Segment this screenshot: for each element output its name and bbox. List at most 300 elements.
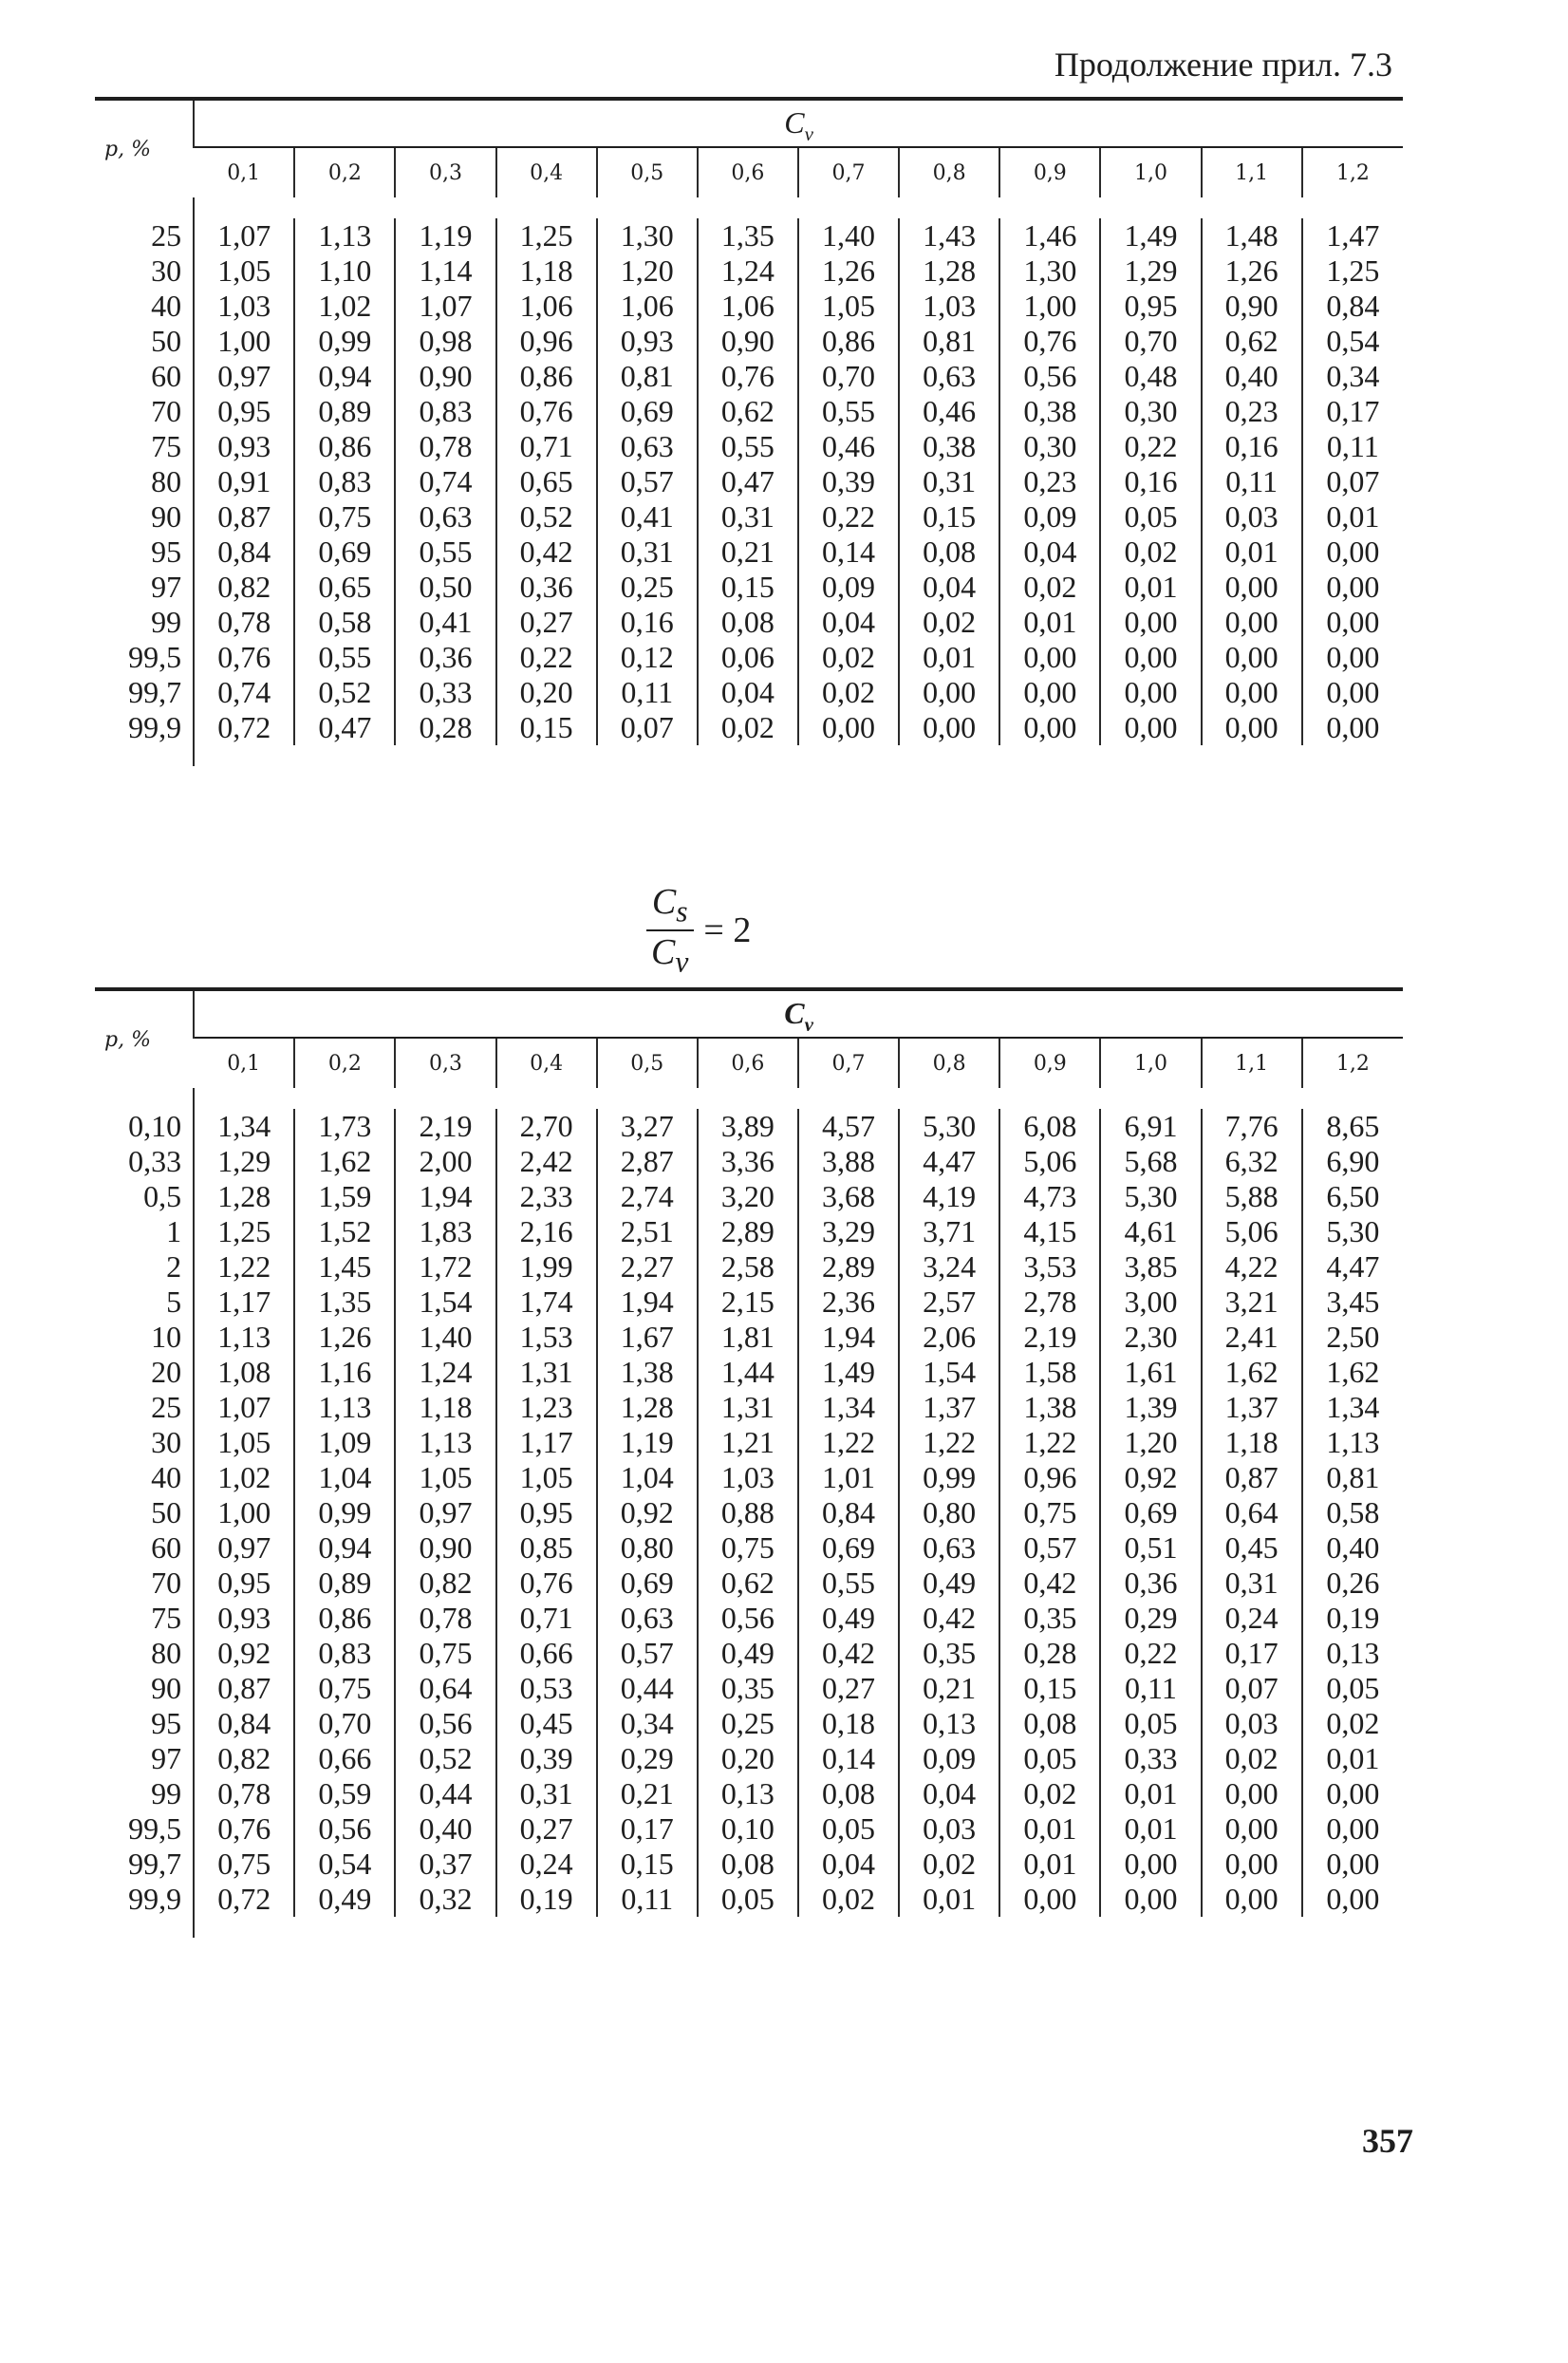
value-cell: 0,74 (194, 675, 294, 710)
column-header: 0,2 (294, 1038, 395, 1088)
page-header: Продолжение прил. 7.3 (1054, 46, 1392, 84)
value-cell: 0,00 (1100, 640, 1201, 675)
value-cell: 0,21 (899, 1671, 999, 1706)
column-header: 0,8 (899, 147, 999, 197)
probability-cell: 1 (166, 1214, 182, 1248)
value-cell: 1,00 (999, 289, 1100, 324)
table-row (95, 218, 1403, 253)
value-cell: 0,00 (1202, 640, 1302, 675)
value-cell: 0,95 (496, 1495, 597, 1530)
table-row (95, 499, 1403, 534)
value-cell: 3,53 (999, 1249, 1100, 1285)
value-cell: 0,16 (1100, 464, 1201, 499)
value-cell: 2,41 (1202, 1320, 1302, 1355)
value-cell: 1,18 (395, 1390, 495, 1425)
column-header-row (95, 147, 1403, 197)
value-cell: 0,55 (698, 429, 798, 464)
value-cell: 0,06 (698, 640, 798, 675)
probability-cell: 30 (151, 253, 182, 288)
value-cell: 1,02 (294, 289, 395, 324)
value-cell: 1,06 (496, 289, 597, 324)
value-cell: 0,83 (395, 394, 495, 429)
value-cell: 3,21 (1202, 1285, 1302, 1320)
value-cell: 0,84 (194, 534, 294, 570)
value-cell: 0,15 (597, 1847, 698, 1882)
value-cell: 0,97 (194, 1530, 294, 1566)
table-row (95, 289, 1403, 324)
value-cell: 0,89 (294, 1566, 395, 1601)
value-cell: 0,56 (294, 1811, 395, 1847)
value-cell: 0,44 (395, 1776, 495, 1811)
value-cell: 0,81 (597, 359, 698, 394)
value-cell: 1,72 (395, 1249, 495, 1285)
value-cell: 7,76 (1202, 1109, 1302, 1144)
value-cell: 1,26 (294, 1320, 395, 1355)
value-cell: 1,35 (294, 1285, 395, 1320)
value-cell: 0,11 (1100, 1671, 1201, 1706)
value-cell: 1,03 (194, 289, 294, 324)
value-cell: 0,40 (1302, 1530, 1403, 1566)
value-cell: 0,39 (798, 464, 899, 499)
value-cell: 0,50 (395, 570, 495, 605)
table-cs-cv-2 (95, 987, 1403, 1938)
table-row (95, 429, 1403, 464)
value-cell: 0,71 (496, 429, 597, 464)
value-cell: 1,35 (698, 218, 798, 253)
table-row (95, 1285, 1403, 1320)
value-cell: 1,07 (194, 218, 294, 253)
value-cell: 0,63 (899, 1530, 999, 1566)
table-row (95, 1179, 1403, 1214)
probability-cell: 90 (151, 1671, 182, 1705)
probability-cell: 5 (166, 1285, 182, 1319)
value-cell: 1,29 (1100, 253, 1201, 289)
value-cell: 0,76 (194, 1811, 294, 1847)
value-cell: 0,87 (194, 499, 294, 534)
value-cell: 3,20 (698, 1179, 798, 1214)
value-cell: 0,29 (1100, 1601, 1201, 1636)
value-cell: 1,67 (597, 1320, 698, 1355)
value-cell: 0,90 (395, 359, 495, 394)
table-row (95, 1882, 1403, 1917)
value-cell: 5,68 (1100, 1144, 1201, 1179)
value-cell: 0,78 (194, 1776, 294, 1811)
column-header: 0,1 (194, 1038, 294, 1088)
value-cell: 1,94 (597, 1285, 698, 1320)
value-cell: 0,31 (496, 1776, 597, 1811)
value-cell: 1,31 (496, 1355, 597, 1390)
table-row (95, 1495, 1403, 1530)
value-cell: 0,22 (1100, 1636, 1201, 1671)
value-cell: 0,17 (1202, 1636, 1302, 1671)
value-cell: 0,26 (1302, 1566, 1403, 1601)
value-cell: 0,09 (798, 570, 899, 605)
probability-cell: 97 (151, 1741, 182, 1775)
value-cell: 0,72 (194, 1882, 294, 1917)
value-cell: 0,65 (294, 570, 395, 605)
value-cell: 0,24 (1202, 1601, 1302, 1636)
value-cell: 1,94 (395, 1179, 495, 1214)
value-cell: 4,73 (999, 1179, 1100, 1214)
value-cell: 0,21 (698, 534, 798, 570)
value-cell: 0,92 (1100, 1460, 1201, 1495)
table-row (95, 394, 1403, 429)
value-cell: 0,94 (294, 1530, 395, 1566)
value-cell: 0,42 (798, 1636, 899, 1671)
value-cell: 0,46 (899, 394, 999, 429)
value-cell: 1,14 (395, 253, 495, 289)
value-cell: 1,26 (798, 253, 899, 289)
value-cell: 0,99 (899, 1460, 999, 1495)
value-cell: 3,36 (698, 1144, 798, 1179)
value-cell: 1,46 (999, 218, 1100, 253)
value-cell: 0,00 (1202, 1811, 1302, 1847)
value-cell: 2,16 (496, 1214, 597, 1249)
column-header: 1,1 (1202, 1038, 1302, 1088)
ratio-numerator: $C_s$ (646, 881, 694, 931)
table-row (95, 1355, 1403, 1390)
value-cell: 1,62 (1202, 1355, 1302, 1390)
table-row (95, 1109, 1403, 1144)
value-cell: 0,57 (597, 1636, 698, 1671)
value-cell: 0,08 (999, 1706, 1100, 1741)
value-cell: 1,05 (496, 1460, 597, 1495)
probability-cell: 80 (151, 464, 182, 498)
value-cell: 0,38 (999, 394, 1100, 429)
value-cell: 1,31 (698, 1390, 798, 1425)
value-cell: 5,88 (1202, 1179, 1302, 1214)
value-cell: 0,05 (698, 1882, 798, 1917)
value-cell: 0,00 (1202, 710, 1302, 745)
probability-cell: 0,10 (128, 1109, 182, 1143)
value-cell: 1,62 (1302, 1355, 1403, 1390)
value-cell: 1,48 (1202, 218, 1302, 253)
value-cell: 1,17 (496, 1425, 597, 1460)
value-cell: 0,05 (1100, 499, 1201, 534)
value-cell: 1,20 (1100, 1425, 1201, 1460)
value-cell: 0,01 (1100, 570, 1201, 605)
value-cell: 0,01 (1100, 1776, 1201, 1811)
value-cell: 0,00 (999, 710, 1100, 745)
value-cell: 0,01 (999, 1847, 1100, 1882)
value-cell: 1,25 (496, 218, 597, 253)
value-cell: 0,27 (496, 605, 597, 640)
value-cell: 0,16 (1202, 429, 1302, 464)
value-cell: 0,84 (194, 1706, 294, 1741)
value-cell: 0,97 (395, 1495, 495, 1530)
value-cell: 0,80 (597, 1530, 698, 1566)
value-cell: 1,24 (698, 253, 798, 289)
probability-cell: 90 (151, 499, 182, 534)
table-row (95, 359, 1403, 394)
value-cell: 0,56 (698, 1601, 798, 1636)
value-cell: 3,71 (899, 1214, 999, 1249)
value-cell: 0,00 (899, 710, 999, 745)
value-cell: 0,82 (194, 570, 294, 605)
value-cell: 1,40 (798, 218, 899, 253)
value-cell: 2,27 (597, 1249, 698, 1285)
value-cell: 0,00 (1302, 1882, 1403, 1917)
value-cell: 0,70 (1100, 324, 1201, 359)
value-cell: 1,13 (294, 1390, 395, 1425)
value-cell: 1,74 (496, 1285, 597, 1320)
value-cell: 1,38 (999, 1390, 1100, 1425)
value-cell: 0,55 (395, 534, 495, 570)
value-cell: 2,89 (798, 1249, 899, 1285)
value-cell: 0,81 (1302, 1460, 1403, 1495)
value-cell: 0,76 (496, 394, 597, 429)
value-cell: 0,97 (194, 359, 294, 394)
value-cell: 3,24 (899, 1249, 999, 1285)
value-cell: 0,49 (899, 1566, 999, 1601)
value-cell: 6,32 (1202, 1144, 1302, 1179)
value-cell: 1,19 (597, 1425, 698, 1460)
value-cell: 0,07 (1202, 1671, 1302, 1706)
table-row (95, 1811, 1403, 1847)
value-cell: 0,11 (597, 675, 698, 710)
value-cell: 0,05 (1100, 1706, 1201, 1741)
value-cell: 0,19 (496, 1882, 597, 1917)
probability-cell: 75 (151, 1601, 182, 1635)
value-cell: 0,29 (597, 1741, 698, 1776)
value-cell: 0,85 (496, 1530, 597, 1566)
value-cell: 0,01 (1202, 534, 1302, 570)
ratio-value: = 2 (703, 910, 752, 950)
value-cell: 1,49 (1100, 218, 1201, 253)
table-row (95, 570, 1403, 605)
value-cell: 3,00 (1100, 1285, 1201, 1320)
value-cell: 0,01 (1100, 1811, 1201, 1847)
value-cell: 0,04 (899, 1776, 999, 1811)
value-cell: 0,28 (999, 1636, 1100, 1671)
value-cell: 2,15 (698, 1285, 798, 1320)
value-cell: 0,49 (698, 1636, 798, 1671)
value-cell: 0,01 (1302, 1741, 1403, 1776)
column-header: 0,4 (496, 147, 597, 197)
value-cell: 1,52 (294, 1214, 395, 1249)
value-cell: 0,05 (798, 1811, 899, 1847)
value-cell: 0,36 (395, 640, 495, 675)
value-cell: 0,02 (899, 1847, 999, 1882)
ratio-formula (645, 881, 751, 979)
value-cell: 0,27 (798, 1671, 899, 1706)
value-cell: 0,40 (1202, 359, 1302, 394)
value-cell: 6,90 (1302, 1144, 1403, 1179)
probability-cell: 99,9 (128, 710, 182, 744)
value-cell: 0,65 (496, 464, 597, 499)
value-cell: 0,58 (294, 605, 395, 640)
value-cell: 1,05 (395, 1460, 495, 1495)
value-cell: 2,33 (496, 1179, 597, 1214)
value-cell: 2,70 (496, 1109, 597, 1144)
column-header: 0,9 (999, 1038, 1100, 1088)
value-cell: 0,00 (1302, 1847, 1403, 1882)
value-cell: 0,00 (1100, 1882, 1201, 1917)
value-cell: 1,26 (1202, 253, 1302, 289)
group-label-sub: v (804, 122, 813, 145)
table-row (95, 324, 1403, 359)
value-cell: 1,00 (194, 324, 294, 359)
value-cell: 0,01 (999, 1811, 1100, 1847)
value-cell: 0,04 (899, 570, 999, 605)
value-cell: 1,61 (1100, 1355, 1201, 1390)
value-cell: 0,09 (999, 499, 1100, 534)
value-cell: 0,02 (899, 605, 999, 640)
value-cell: 0,22 (496, 640, 597, 675)
value-cell: 0,02 (999, 1776, 1100, 1811)
value-cell: 1,05 (194, 1425, 294, 1460)
value-cell: 0,08 (698, 1847, 798, 1882)
value-cell: 0,02 (999, 570, 1100, 605)
value-cell: 0,63 (597, 429, 698, 464)
value-cell: 0,00 (1302, 534, 1403, 570)
value-cell: 1,94 (798, 1320, 899, 1355)
value-cell: 0,86 (294, 1601, 395, 1636)
value-cell: 0,86 (798, 324, 899, 359)
value-cell: 0,52 (496, 499, 597, 534)
value-cell: 0,05 (1302, 1671, 1403, 1706)
value-cell: 0,81 (899, 324, 999, 359)
value-cell: 1,20 (597, 253, 698, 289)
value-cell: 1,18 (496, 253, 597, 289)
value-cell: 1,19 (395, 218, 495, 253)
value-cell: 0,76 (999, 324, 1100, 359)
value-cell: 1,34 (1302, 1390, 1403, 1425)
value-cell: 1,05 (194, 253, 294, 289)
value-cell: 0,90 (698, 324, 798, 359)
value-cell: 4,57 (798, 1109, 899, 1144)
value-cell: 0,36 (1100, 1566, 1201, 1601)
value-cell: 0,07 (1302, 464, 1403, 499)
value-cell: 0,00 (1202, 675, 1302, 710)
table-row (95, 1249, 1403, 1285)
value-cell: 0,69 (294, 534, 395, 570)
value-cell: 0,31 (597, 534, 698, 570)
value-cell: 0,00 (1302, 1811, 1403, 1847)
value-cell: 0,00 (1100, 675, 1201, 710)
group-label-cv (194, 989, 1403, 1038)
value-cell: 0,92 (194, 1636, 294, 1671)
value-cell: 2,74 (597, 1179, 698, 1214)
value-cell: 1,10 (294, 253, 395, 289)
value-cell: 0,37 (395, 1847, 495, 1882)
value-cell: 6,08 (999, 1109, 1100, 1144)
value-cell: 1,13 (395, 1425, 495, 1460)
value-cell: 0,25 (597, 570, 698, 605)
probability-cell: 99,9 (128, 1882, 182, 1916)
value-cell: 0,93 (597, 324, 698, 359)
value-cell: 6,91 (1100, 1109, 1201, 1144)
probability-cell: 40 (151, 1460, 182, 1494)
value-cell: 1,25 (194, 1214, 294, 1249)
value-cell: 0,49 (294, 1882, 395, 1917)
value-cell: 1,38 (597, 1355, 698, 1390)
value-cell: 0,22 (1100, 429, 1201, 464)
value-cell: 0,75 (294, 1671, 395, 1706)
table-row (95, 1530, 1403, 1566)
value-cell: 0,57 (999, 1530, 1100, 1566)
value-cell: 0,30 (999, 429, 1100, 464)
value-cell: 1,22 (194, 1249, 294, 1285)
value-cell: 0,20 (698, 1741, 798, 1776)
value-cell: 1,22 (899, 1425, 999, 1460)
value-cell: 0,75 (395, 1636, 495, 1671)
value-cell: 0,01 (1302, 499, 1403, 534)
group-label-main: C (784, 105, 805, 140)
value-cell: 0,55 (798, 1566, 899, 1601)
value-cell: 1,37 (1202, 1390, 1302, 1425)
value-cell: 0,40 (395, 1811, 495, 1847)
column-header: 0,8 (899, 1038, 999, 1088)
value-cell: 1,28 (597, 1390, 698, 1425)
value-cell: 0,08 (698, 605, 798, 640)
value-cell: 3,85 (1100, 1249, 1201, 1285)
probability-cell: 99 (151, 1776, 182, 1810)
value-cell: 0,42 (496, 534, 597, 570)
probability-cell: 99 (151, 605, 182, 639)
value-cell: 0,02 (698, 710, 798, 745)
value-cell: 1,04 (294, 1460, 395, 1495)
column-header: 0,7 (798, 1038, 899, 1088)
value-cell: 0,75 (698, 1530, 798, 1566)
value-cell: 0,92 (597, 1495, 698, 1530)
value-cell: 8,65 (1302, 1109, 1403, 1144)
probability-cell: 10 (151, 1320, 182, 1354)
value-cell: 0,52 (395, 1741, 495, 1776)
value-cell: 2,00 (395, 1144, 495, 1179)
value-cell: 1,45 (294, 1249, 395, 1285)
table-row (95, 534, 1403, 570)
value-cell: 0,13 (899, 1706, 999, 1741)
value-cell: 0,34 (597, 1706, 698, 1741)
value-cell: 1,13 (1302, 1425, 1403, 1460)
value-cell: 0,69 (597, 394, 698, 429)
value-cell: 0,93 (194, 429, 294, 464)
probability-cell: 2 (166, 1249, 182, 1284)
column-header: 1,2 (1302, 1038, 1403, 1088)
value-cell: 0,35 (899, 1636, 999, 1671)
column-header: 1,0 (1100, 147, 1201, 197)
value-cell: 0,00 (798, 710, 899, 745)
value-cell: 0,01 (899, 640, 999, 675)
table-row (95, 1214, 1403, 1249)
column-header: 0,9 (999, 147, 1100, 197)
value-cell: 1,39 (1100, 1390, 1201, 1425)
value-cell: 1,16 (294, 1355, 395, 1390)
value-cell: 2,19 (999, 1320, 1100, 1355)
value-cell: 1,01 (798, 1460, 899, 1495)
value-cell: 0,94 (294, 359, 395, 394)
probability-cell: 95 (151, 534, 182, 569)
corner-label: p, % (95, 99, 194, 197)
value-cell: 0,17 (597, 1811, 698, 1847)
value-cell: 0,42 (999, 1566, 1100, 1601)
value-cell: 0,00 (1302, 570, 1403, 605)
value-cell: 0,47 (698, 464, 798, 499)
value-cell: 4,22 (1202, 1249, 1302, 1285)
value-cell: 0,00 (1302, 640, 1403, 675)
value-cell: 0,30 (1100, 394, 1201, 429)
value-cell: 0,15 (899, 499, 999, 534)
value-cell: 1,05 (798, 289, 899, 324)
value-cell: 4,47 (1302, 1249, 1403, 1285)
value-cell: 0,75 (194, 1847, 294, 1882)
value-cell: 1,00 (194, 1495, 294, 1530)
value-cell: 0,62 (1202, 324, 1302, 359)
table-body (95, 197, 1403, 766)
value-cell: 1,25 (1302, 253, 1403, 289)
value-cell: 3,88 (798, 1144, 899, 1179)
